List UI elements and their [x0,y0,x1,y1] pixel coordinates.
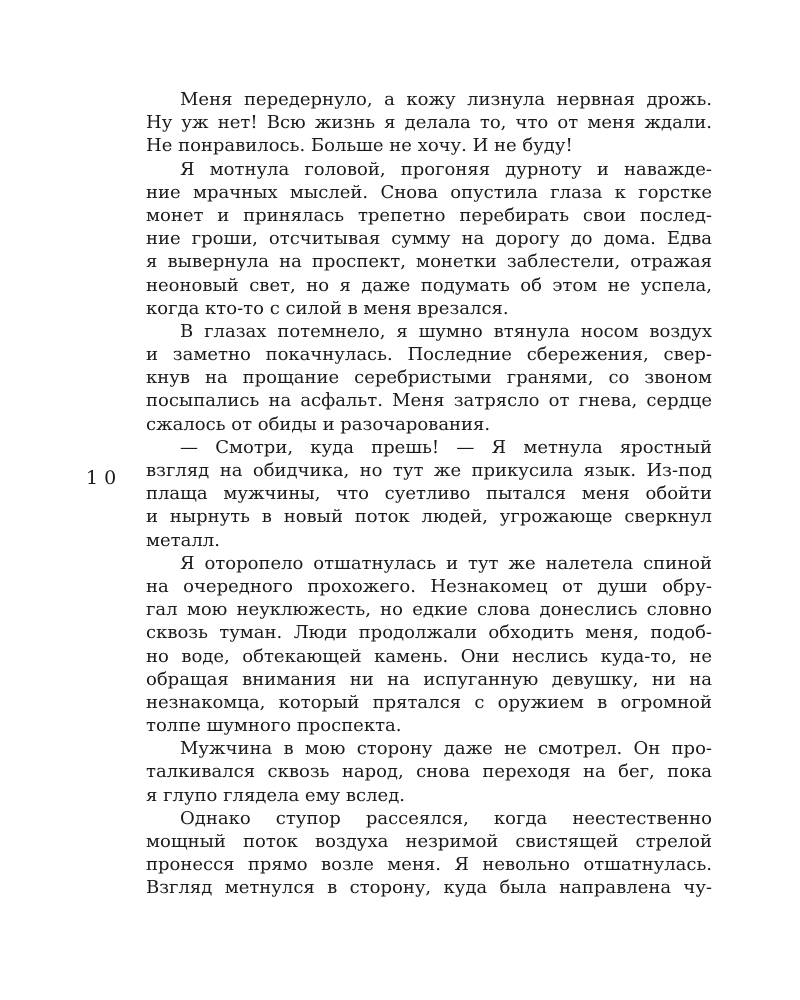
text-line: неоновый свет, но я даже подумать об этом не успела, [146,274,712,296]
text-line: я вывернула на проспект, монетки заблестели, отражая [146,251,712,273]
text-line: и заметно покачнулась. Последние сбережения, свер- [146,344,712,366]
text-line: плаща мужчины, что суетливо пытался меня обойти [146,483,712,505]
text-line: сквозь туман. Люди продолжали обходить меня, подоб- [146,622,712,644]
body-text [146,88,712,900]
text-line: Ну уж нет! Всю жизнь я делала то, что от меня ждали. [146,112,712,134]
paragraph [146,88,712,158]
paragraph [146,737,712,807]
text-line: взгляд на обидчика, но тут же прикусила язык. Из-под [146,460,712,481]
text-line: я глупо глядела ему вслед. [146,784,406,806]
text-line: гал мою неуклюжесть, но едкие слова донеслись словно [146,599,712,621]
text-line: на очередного прохожего. Незнакомец от души обру- [146,575,712,597]
text-line: сжалось от обиды и разочарования. [146,413,491,435]
paragraph [146,320,712,436]
text-line: кнув на прощание серебристыми гранями, со звоном [146,367,712,389]
text-line: и нырнуть в новый поток людей, угрожающе сверкнул [146,506,712,528]
text-line: Не понравилось. Больше не хочу. И не буду! [146,135,573,157]
text-line: но воде, обтекающей камень. Они неслись куда-то, не [146,645,712,667]
paragraph [146,552,712,738]
text-line: Я мотнула головой, прогоняя дурноту и наважде- [180,158,712,180]
text-line: пронесся прямо возле меня. Я невольно отшатнулась. [146,854,712,876]
text-line: В глазах потемнело, я шумно втянула носом воздух [180,320,712,342]
text-line: ние гроши, отсчитывая сумму на дорогу до дома. Едва [146,228,712,250]
text-line: обращая внимания ни на испуганную девушку, ни на [146,668,712,690]
text-line: Мужчина в мою сторону даже не смотрел. Он про- [180,738,712,760]
text-line: Однако ступор рассеялся, когда неестественно [180,807,712,829]
text-line: ние мрачных мыслей. Снова опустила глаза к горстке [146,181,712,203]
text-line: когда кто-то с силой в меня врезался. [146,297,509,319]
text-line: Взгляд метнулся в сторону, куда была направлена чу- [146,877,712,899]
page-number: 10 [86,467,123,489]
paragraph [146,158,712,320]
text-line: толпе шумного проспекта. [146,715,402,737]
text-line: металл. [146,529,220,551]
text-line: посыпались на асфальт. Меня затрясло от гнева, сердце [146,390,712,412]
text-line: мощный поток воздуха незримой свистящей стрелой [146,831,712,852]
text-line: — Смотри, куда прешь! — Я метнула яростный [180,436,712,458]
text-line: незнакомца, который прятался с оружием в огромной [146,691,712,713]
text-line: Меня передернуло, а кожу лизнула нервная дрожь. [180,89,712,110]
text-line: талкивался сквозь народ, снова переходя на бег, пока [146,761,712,783]
paragraph [146,807,712,900]
text-line: Я оторопело отшатнулась и тут же налетела спиной [180,552,712,574]
paragraph [146,436,712,552]
text-line: монет и принялась трепетно перебирать свои послед- [146,204,712,226]
